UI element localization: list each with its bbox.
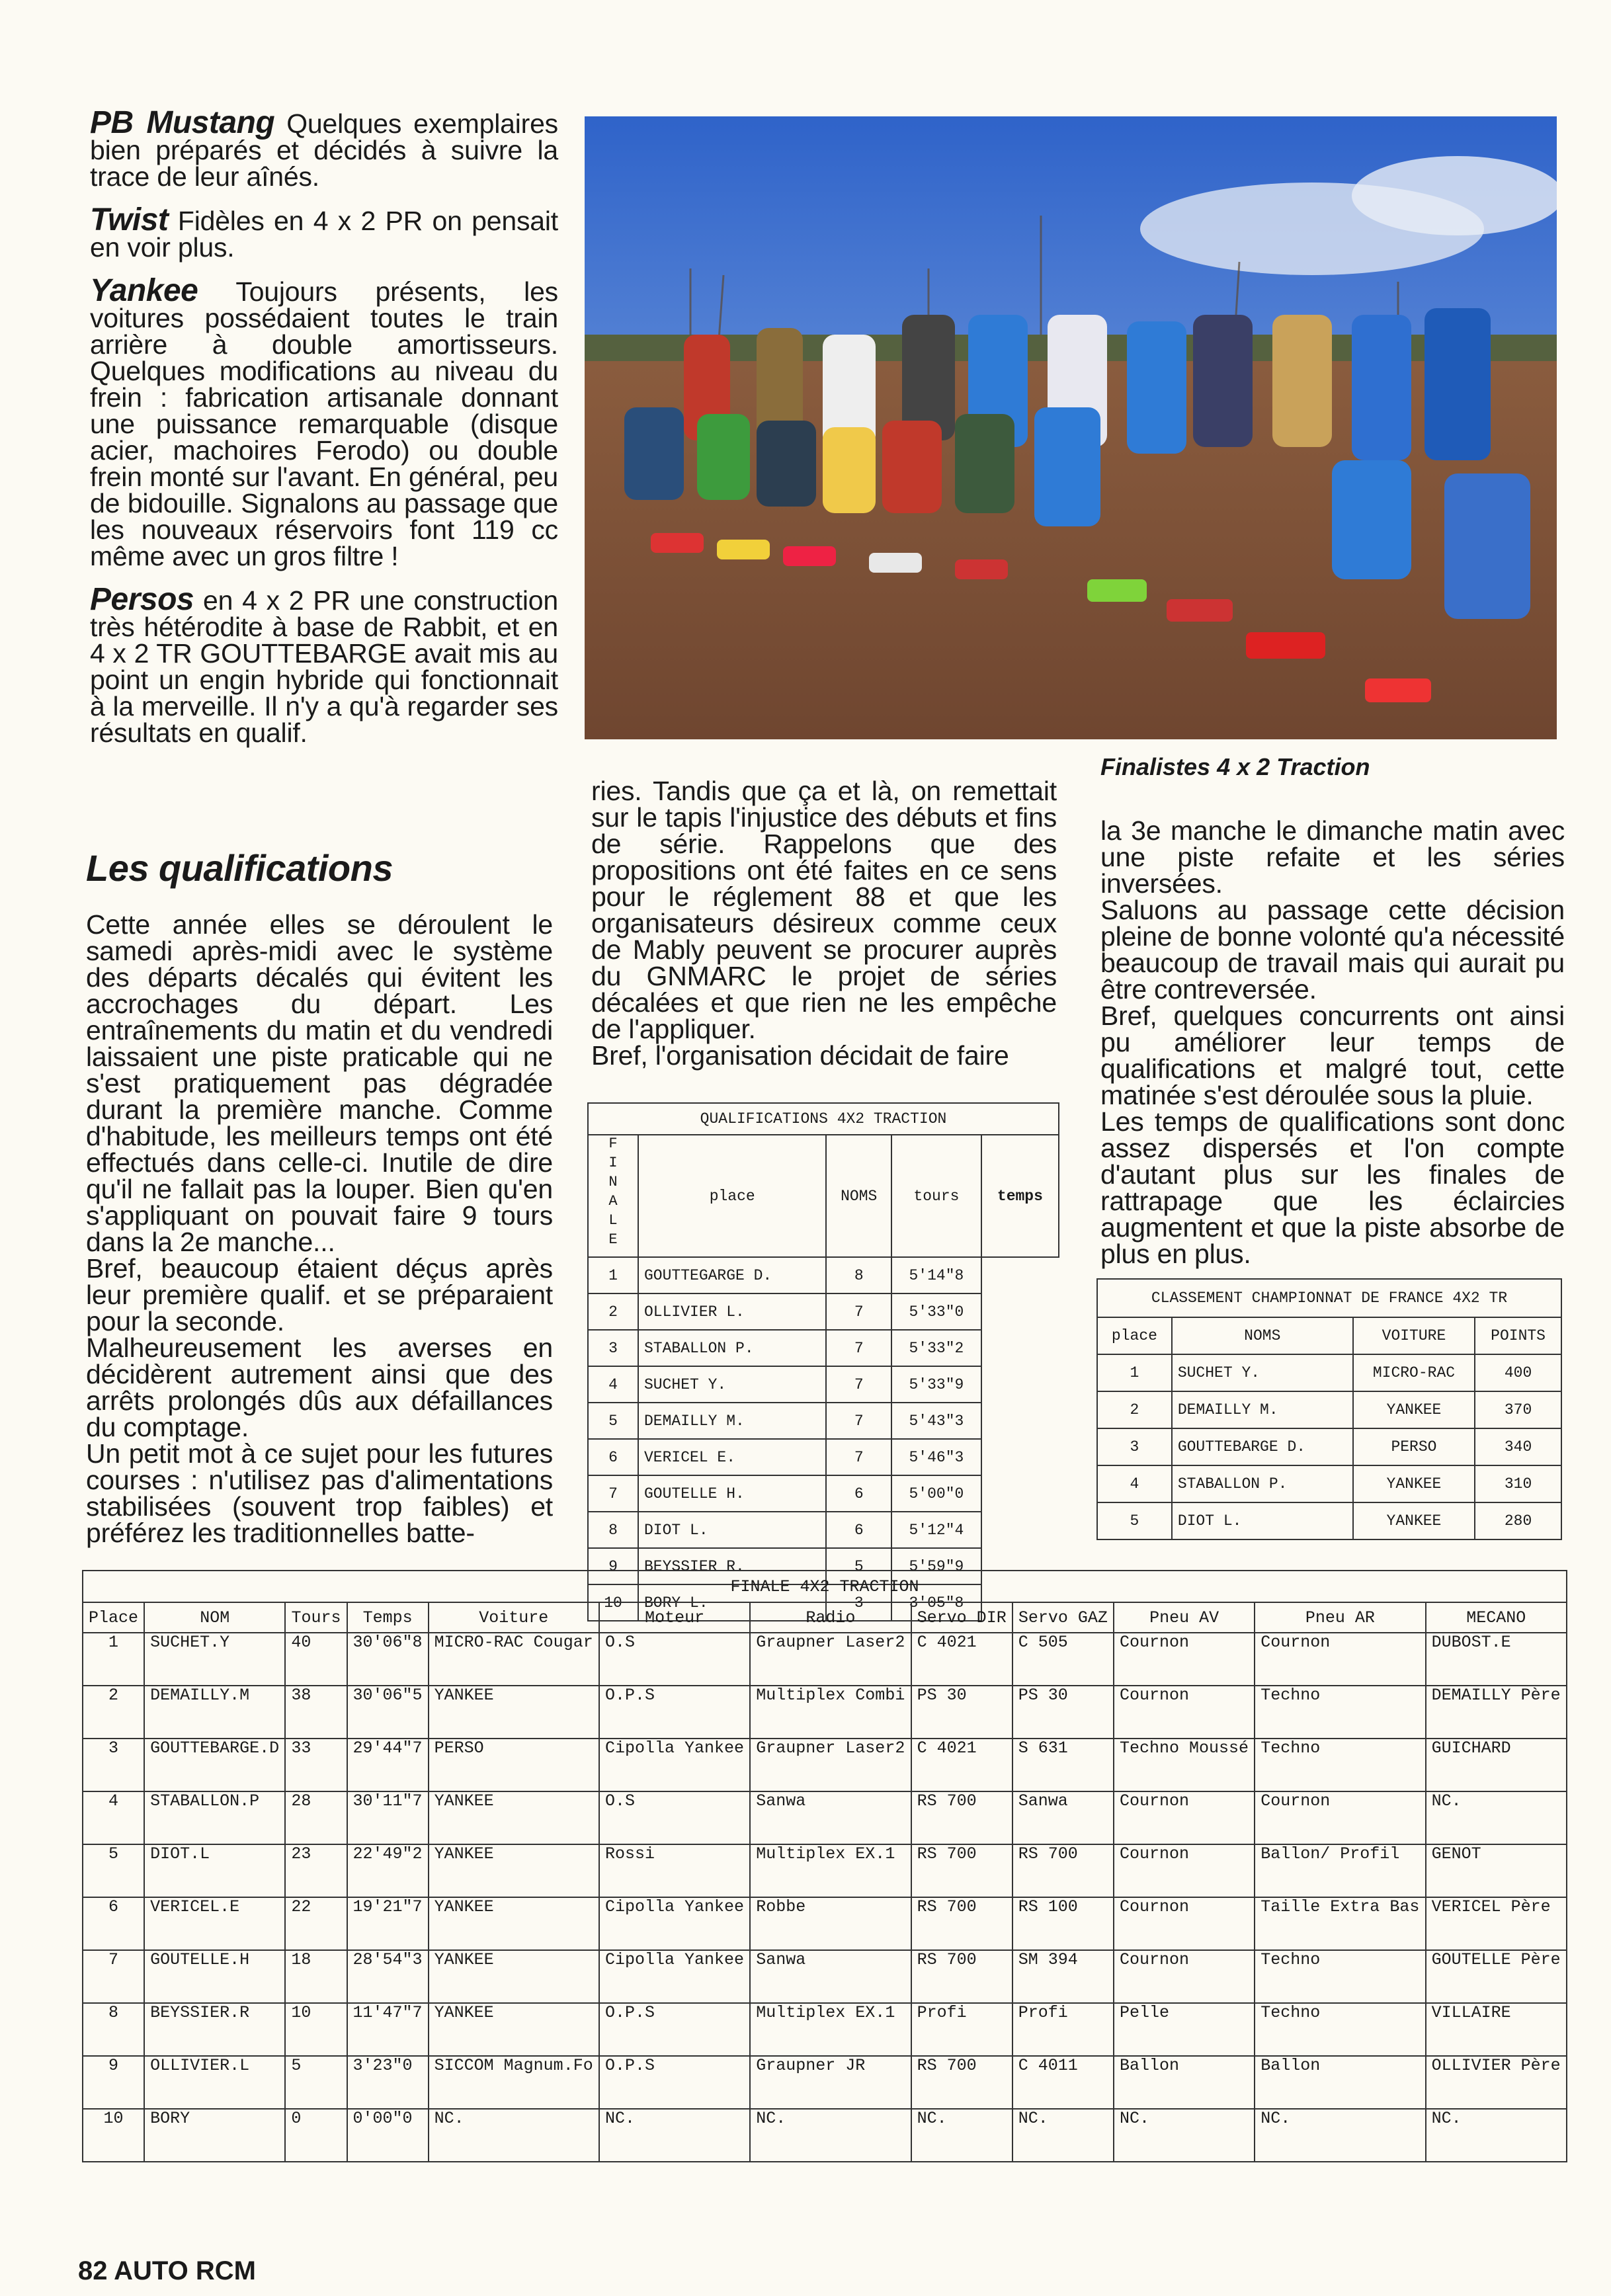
champ-cell-place: 4: [1097, 1465, 1172, 1502]
qualifications-body: [588, 1257, 1059, 1621]
finale-cell-pneu-ar: Cournon: [1255, 1791, 1425, 1844]
qual-cell-temps: 5'33"2: [891, 1330, 981, 1366]
finale-cell-nom: DEMAILLY.M: [144, 1686, 285, 1739]
finale-cell-place: 1: [83, 1633, 144, 1686]
champ-cell-place: 5: [1097, 1502, 1172, 1539]
qual-cell-tours: 6: [826, 1475, 891, 1512]
finale-cell-pneu-av: Techno Moussé: [1114, 1739, 1255, 1791]
finale-cell-mecano: GOUTELLE Père: [1426, 1950, 1567, 2003]
qual-cell-name: GOUTTEGARGE D.: [638, 1257, 826, 1293]
qual-cell-temps: 5'12"4: [891, 1512, 981, 1548]
finale-cell-pneu-ar: Techno: [1255, 1950, 1425, 2003]
finale-cell-pneu-ar: Techno: [1255, 2003, 1425, 2056]
qual-header-tours: tours: [891, 1135, 981, 1257]
qual-cell-place: 5: [588, 1403, 638, 1439]
finale-cell-mecano: NC.: [1426, 1791, 1567, 1844]
column-1-qualifs: [86, 911, 553, 1546]
qual-cell-tours: 6: [826, 1512, 891, 1548]
finale-cell-moteur: O.P.S: [599, 1686, 750, 1739]
finale-header-radio: Radio: [750, 1602, 911, 1633]
finale-cell-place: 10: [83, 2109, 144, 2162]
finale-cell-mecano: GUICHARD: [1426, 1739, 1567, 1791]
finale-cell-moteur: NC.: [599, 2109, 750, 2162]
finale-cell-moteur: Cipolla Yankee: [599, 1950, 750, 2003]
qual-cell-name: OLLIVIER L.: [638, 1293, 826, 1330]
qual-cell-place: 6: [588, 1439, 638, 1475]
qual-cell-tours: 7: [826, 1293, 891, 1330]
col3-paragraph-4: Les temps de qualifications sont donc assez dispersés et l'on compte d'autant plus sur les finales de rattrapage que les éclaircies augmentent et que la piste absorbe de plus en plus.: [1100, 1106, 1565, 1269]
qual-cell-place: 2: [588, 1293, 638, 1330]
champ-cell-points: 340: [1475, 1428, 1561, 1465]
finale-cell-mecano: VERICEL Père: [1426, 1897, 1567, 1950]
finale-cell-radio: Sanwa: [750, 1791, 911, 1844]
finale-row: [83, 1897, 1567, 1950]
finale-cell-pneu-ar: Cournon: [1255, 1633, 1425, 1686]
column-1: [90, 105, 558, 748]
finale-cell-temps: 30'06"8: [347, 1633, 429, 1686]
lead-persos: Persos: [90, 582, 194, 617]
finale-cell-pneu-av: Ballon: [1114, 2056, 1255, 2109]
finale-cell-tours: 38: [285, 1686, 347, 1739]
finale-header-moteur: Moteur: [599, 1602, 750, 1633]
qual-header-place: place: [638, 1135, 826, 1257]
finale-side-text: FINALE: [604, 1135, 622, 1250]
champ-cell-voiture: MICRO-RAC: [1353, 1354, 1475, 1391]
finale-cell-mecano: VILLAIRE: [1426, 2003, 1567, 2056]
lead-yankee: Yankee: [90, 273, 198, 308]
finale-cell-radio: Multiplex Combi: [750, 1686, 911, 1739]
qual-cell-temps: 3'05"8: [891, 1584, 981, 1621]
finale-cell-radio: Graupner Laser2: [750, 1633, 911, 1686]
champ-cell-points: 370: [1475, 1391, 1561, 1428]
champ-cell-name: SUCHET Y.: [1172, 1354, 1353, 1391]
qualifications-row: [588, 1293, 1059, 1330]
paragraph-pb-mustang: [90, 105, 558, 192]
finale-header-nom: NOM: [144, 1602, 285, 1633]
finale-cell-voiture: YANKEE: [429, 2003, 599, 2056]
qual-cell-place: 1: [588, 1257, 638, 1293]
finale-cell-servo-gaz: Sanwa: [1012, 1791, 1114, 1844]
paragraph-twist: [90, 202, 558, 263]
champ-cell-name: DIOT L.: [1172, 1502, 1353, 1539]
finale-cell-pneu-av: Cournon: [1114, 1686, 1255, 1739]
finale-header-tours: Tours: [285, 1602, 347, 1633]
finale-row: [83, 1950, 1567, 2003]
qual-cell-tours: 7: [826, 1439, 891, 1475]
finale-cell-nom: STABALLON.P: [144, 1791, 285, 1844]
text-persos: en 4 x 2 PR une construction très hétérodite à base de Rabbit, et en 4 x 2 TR GOUTTEBARGE avait mis au point un engin hybride qui fonctionnait à la merveille. Il n'y a qu'à regarder ses résultats en qualif.: [90, 585, 558, 748]
finale-cell-pneu-ar: Techno: [1255, 1686, 1425, 1739]
finale-cell-moteur: Rossi: [599, 1844, 750, 1897]
qual-cell-tours: 7: [826, 1330, 891, 1366]
finale-cell-radio: Multiplex EX.1: [750, 2003, 911, 2056]
qual-cell-temps: 5'14"8: [891, 1257, 981, 1293]
champ-cell-voiture: YANKEE: [1353, 1391, 1475, 1428]
finale-cell-pneu-av: Cournon: [1114, 1897, 1255, 1950]
finale-cell-pneu-ar: Techno: [1255, 1739, 1425, 1791]
finale-cell-temps: 19'21"7: [347, 1897, 429, 1950]
qual-cell-place: 10: [588, 1584, 638, 1621]
finale-cell-mecano: NC.: [1426, 2109, 1567, 2162]
finale-cell-nom: VERICEL.E: [144, 1897, 285, 1950]
finale-cell-place: 4: [83, 1791, 144, 1844]
qualifications-table: [587, 1102, 1059, 1621]
qual-cell-name: STABALLON P.: [638, 1330, 826, 1366]
champ-header-points: POINTS: [1475, 1317, 1561, 1354]
finale-row: [83, 1844, 1567, 1897]
finale-cell-place: 5: [83, 1844, 144, 1897]
qualifications-row: [588, 1330, 1059, 1366]
page-number: 82: [78, 2256, 108, 2285]
champ-cell-place: 3: [1097, 1428, 1172, 1465]
finale-cell-mecano: DUBOST.E: [1426, 1633, 1567, 1686]
finale-cell-temps: 28'54"3: [347, 1950, 429, 2003]
championship-table: [1096, 1278, 1562, 1540]
qualifications-title: QUALIFICATIONS 4X2 TRACTION: [588, 1103, 1059, 1135]
finale-row: [83, 2003, 1567, 2056]
champ-cell-voiture: YANKEE: [1353, 1465, 1475, 1502]
finale-cell-servo-dir: RS 700: [911, 1844, 1012, 1897]
finale-cell-servo-dir: RS 700: [911, 1950, 1012, 2003]
qualifications-row: [588, 1257, 1059, 1293]
qual-cell-name: BEYSSIER R.: [638, 1548, 826, 1584]
champ-cell-points: 400: [1475, 1354, 1561, 1391]
finale-cell-nom: GOUTELLE.H: [144, 1950, 285, 2003]
col3-paragraph-1: la 3e manche le dimanche matin avec une piste refaite et les séries inversées.: [1100, 815, 1565, 899]
finale-cell-servo-dir: RS 700: [911, 1791, 1012, 1844]
finale-cell-pneu-av: NC.: [1114, 2109, 1255, 2162]
finale-cell-voiture: YANKEE: [429, 1897, 599, 1950]
col2-paragraph-2: Bref, l'organisation décidait de faire: [591, 1040, 1009, 1071]
qual-cell-name: VERICEL E.: [638, 1439, 826, 1475]
champ-header-voiture: VOITURE: [1353, 1317, 1475, 1354]
qual-cell-temps: 5'33"9: [891, 1366, 981, 1403]
qual-cell-place: 7: [588, 1475, 638, 1512]
finale-cell-pneu-ar: Ballon: [1255, 2056, 1425, 2109]
qualifications-row: [588, 1439, 1059, 1475]
column-3: [1100, 817, 1565, 1267]
championship-row: [1097, 1465, 1561, 1502]
champ-cell-name: STABALLON P.: [1172, 1465, 1353, 1502]
finale-header-voiture: Voiture: [429, 1602, 599, 1633]
finale-body: [83, 1633, 1567, 2162]
qual-cell-tours: 3: [826, 1584, 891, 1621]
champ-cell-voiture: YANKEE: [1353, 1502, 1475, 1539]
finale-header-mecano: MECANO: [1426, 1602, 1567, 1633]
finale-cell-pneu-ar: NC.: [1255, 2109, 1425, 2162]
finale-cell-tours: 33: [285, 1739, 347, 1791]
finale-header-pneu-ar: Pneu AR: [1255, 1602, 1425, 1633]
qual-cell-name: DEMAILLY M.: [638, 1403, 826, 1439]
finale-title: FINALE 4X2 TRACTION: [83, 1571, 1567, 1602]
team-photo-drawing: [585, 116, 1557, 739]
champ-header-noms: NOMS: [1172, 1317, 1353, 1354]
finale-cell-pneu-ar: Taille Extra Bas: [1255, 1897, 1425, 1950]
finale-cell-tours: 5: [285, 2056, 347, 2109]
finale-cell-nom: SUCHET.Y: [144, 1633, 285, 1686]
qual-cell-name: DIOT L.: [638, 1512, 826, 1548]
qualifications-row: [588, 1512, 1059, 1548]
paragraph-persos: [90, 582, 558, 748]
finale-row: [83, 1739, 1567, 1791]
finale-cell-nom: BEYSSIER.R: [144, 2003, 285, 2056]
page-footer: [78, 2256, 256, 2286]
qual-cell-name: GOUTELLE H.: [638, 1475, 826, 1512]
finale-side-label: [588, 1135, 638, 1257]
champ-cell-name: GOUTTEBARGE D.: [1172, 1428, 1353, 1465]
finale-cell-place: 7: [83, 1950, 144, 2003]
finale-cell-servo-gaz: RS 100: [1012, 1897, 1114, 1950]
finale-cell-temps: 3'23"0: [347, 2056, 429, 2109]
qualif-paragraph-1: Cette année elles se déroulent le samedi après-midi avec le système des départs décalés qui évitent les accrochages du départ. Les entraînements du matin et du vendredi laissaient une piste praticable qui ne s'est pratiquement pas dégradée durant la première manche. Comme d'habitude, les meilleurs temps ont été effectués dans celle-ci. Inutile de dire qu'il ne fallait pas la louper. Bien qu'en s'appliquant on pouvait faire 9 tours dans la 2e manche...: [86, 909, 553, 1257]
championship-row: [1097, 1391, 1561, 1428]
qual-cell-place: 8: [588, 1512, 638, 1548]
team-photo: [585, 116, 1557, 739]
finale-cell-servo-gaz: C 4011: [1012, 2056, 1114, 2109]
finale-cell-moteur: O.S: [599, 1633, 750, 1686]
col3-paragraph-3: Bref, quelques concurrents ont ainsi pu améliorer leur temps de qualifications et malgré tout, cette matinée s'est déroulée sous la pluie.: [1100, 1001, 1565, 1110]
qual-cell-tours: 7: [826, 1366, 891, 1403]
qual-cell-tours: 7: [826, 1403, 891, 1439]
champ-cell-voiture: PERSO: [1353, 1428, 1475, 1465]
finale-cell-tours: 10: [285, 2003, 347, 2056]
qual-header-noms: NOMS: [826, 1135, 891, 1257]
lead-twist: Twist: [90, 202, 169, 237]
finale-cell-servo-gaz: SM 394: [1012, 1950, 1114, 2003]
finale-cell-tours: 0: [285, 2109, 347, 2162]
finale-cell-voiture: SICCOM Magnum.Fo: [429, 2056, 599, 2109]
text-pb-mustang: Quelques exemplaires bien préparés et décidés à suivre la trace de leur aînés.: [90, 108, 558, 192]
finale-cell-servo-dir: Profi: [911, 2003, 1012, 2056]
finale-cell-voiture: MICRO-RAC Cougar: [429, 1633, 599, 1686]
qualifications-row: [588, 1366, 1059, 1403]
finale-cell-moteur: O.P.S: [599, 2056, 750, 2109]
finale-cell-tours: 28: [285, 1791, 347, 1844]
finale-cell-servo-gaz: C 505: [1012, 1633, 1114, 1686]
qual-cell-place: 9: [588, 1548, 638, 1584]
finale-cell-temps: 29'44"7: [347, 1739, 429, 1791]
finale-cell-voiture: YANKEE: [429, 1844, 599, 1897]
finale-cell-radio: Graupner Laser2: [750, 1739, 911, 1791]
finale-cell-pneu-av: Cournon: [1114, 1791, 1255, 1844]
finale-cell-servo-dir: C 4021: [911, 1633, 1012, 1686]
finale-row: [83, 2056, 1567, 2109]
championship-row: [1097, 1502, 1561, 1539]
finale-cell-moteur: O.P.S: [599, 2003, 750, 2056]
finale-row: [83, 1633, 1567, 1686]
finale-cell-nom: OLLIVIER.L: [144, 2056, 285, 2109]
text-yankee: Toujours présents, les voitures possédaient toutes le train arrière à double amortisseurs. Quelques modifications au niveau du frein : fabrication artisanale donnant une puissance remarquable (disque acier, machoires Ferodo) ou double frein monté sur l'avant. En général, peu de bidouille. Signalons au passage que les nouveaux réservoirs font 119 cc même avec un gros filtre !: [90, 276, 558, 571]
paragraph-yankee: [90, 273, 558, 571]
finale-cell-temps: 11'47"7: [347, 2003, 429, 2056]
lead-pb-mustang: PB Mustang: [90, 105, 275, 140]
finale-cell-pneu-ar: Ballon/ Profil: [1255, 1844, 1425, 1897]
finale-cell-tours: 40: [285, 1633, 347, 1686]
finale-cell-place: 9: [83, 2056, 144, 2109]
qualif-paragraph-3: Malheureusement les averses en décidèrent autrement ainsi que des arrêts prolongés dûs aux défaillances du comptage.: [86, 1332, 553, 1442]
qual-cell-place: 4: [588, 1366, 638, 1403]
finale-header-row: [83, 1602, 1567, 1633]
finale-cell-servo-dir: RS 700: [911, 2056, 1012, 2109]
qualifications-row: [588, 1475, 1059, 1512]
qualifications-row: [588, 1403, 1059, 1439]
finale-cell-moteur: O.S: [599, 1791, 750, 1844]
finale-row: [83, 1791, 1567, 1844]
finale-cell-servo-dir: NC.: [911, 2109, 1012, 2162]
finale-cell-nom: GOUTTEBARGE.D: [144, 1739, 285, 1791]
finale-cell-voiture: YANKEE: [429, 1950, 599, 2003]
finale-cell-temps: 22'49"2: [347, 1844, 429, 1897]
finale-cell-temps: 0'00"0: [347, 2109, 429, 2162]
finale-header-servo-dir: Servo DIR: [911, 1602, 1012, 1633]
finale-cell-nom: BORY: [144, 2109, 285, 2162]
column-2: [591, 778, 1057, 1069]
finale-cell-place: 3: [83, 1739, 144, 1791]
championship-row: [1097, 1428, 1561, 1465]
championship-title: CLASSEMENT CHAMPIONNAT DE FRANCE 4X2 TR: [1097, 1279, 1561, 1317]
photo-caption: Finalistes 4 x 2 Traction: [1100, 753, 1370, 780]
finale-cell-mecano: DEMAILLY Père: [1426, 1686, 1567, 1739]
qual-cell-temps: 5'33"0: [891, 1293, 981, 1330]
finale-cell-place: 2: [83, 1686, 144, 1739]
finale-cell-tours: 23: [285, 1844, 347, 1897]
qualif-paragraph-2: Bref, beaucoup étaient déçus après leur première qualif. et se préparaient pour la seconde.: [86, 1253, 553, 1336]
qual-cell-name: BORY L.: [638, 1584, 826, 1621]
finale-cell-place: 6: [83, 1897, 144, 1950]
qual-cell-tours: 8: [826, 1257, 891, 1293]
qual-cell-temps: 5'59"9: [891, 1548, 981, 1584]
championship-body: [1097, 1354, 1561, 1539]
finale-cell-temps: 30'11"7: [347, 1791, 429, 1844]
finale-header-place: Place: [83, 1602, 144, 1633]
finale-row: [83, 2109, 1567, 2162]
finale-cell-radio: Sanwa: [750, 1950, 911, 2003]
finale-cell-servo-dir: PS 30: [911, 1686, 1012, 1739]
champ-header-place: place: [1097, 1317, 1172, 1354]
finale-cell-servo-dir: RS 700: [911, 1897, 1012, 1950]
finale-cell-moteur: Cipolla Yankee: [599, 1897, 750, 1950]
finale-table: [82, 1570, 1567, 2162]
finale-cell-moteur: Cipolla Yankee: [599, 1739, 750, 1791]
finale-cell-pneu-av: Pelle: [1114, 2003, 1255, 2056]
finale-cell-servo-gaz: S 631: [1012, 1739, 1114, 1791]
finale-cell-servo-gaz: PS 30: [1012, 1686, 1114, 1739]
finale-cell-servo-gaz: RS 700: [1012, 1844, 1114, 1897]
finale-cell-mecano: OLLIVIER Père: [1426, 2056, 1567, 2109]
finale-row: [83, 1686, 1567, 1739]
qual-cell-tours: 5: [826, 1548, 891, 1584]
finale-cell-pneu-av: Cournon: [1114, 1950, 1255, 2003]
champ-cell-points: 280: [1475, 1502, 1561, 1539]
magazine-name: AUTO RCM: [114, 2256, 256, 2285]
finale-cell-temps: 30'06"5: [347, 1686, 429, 1739]
finale-cell-pneu-av: Cournon: [1114, 1844, 1255, 1897]
qual-header-temps: temps: [981, 1135, 1059, 1257]
finale-cell-servo-dir: C 4021: [911, 1739, 1012, 1791]
finale-header-servo-gaz: Servo GAZ: [1012, 1602, 1114, 1633]
finale-cell-tours: 22: [285, 1897, 347, 1950]
finale-header-pneu-av: Pneu AV: [1114, 1602, 1255, 1633]
champ-cell-name: DEMAILLY M.: [1172, 1391, 1353, 1428]
finale-cell-radio: Graupner JR: [750, 2056, 911, 2109]
finale-cell-radio: Robbe: [750, 1897, 911, 1950]
champ-cell-place: 1: [1097, 1354, 1172, 1391]
finale-cell-nom: DIOT.L: [144, 1844, 285, 1897]
finale-cell-voiture: NC.: [429, 2109, 599, 2162]
champ-cell-place: 2: [1097, 1391, 1172, 1428]
finale-cell-place: 8: [83, 2003, 144, 2056]
qual-cell-temps: 5'00"0: [891, 1475, 981, 1512]
qualif-paragraph-4: Un petit mot à ce sujet pour les futures courses : n'utilisez pas d'alimentations stabilisées (souvent trop faibles) et préférez les traditionnelles batte-: [86, 1438, 553, 1548]
finale-cell-radio: Multiplex EX.1: [750, 1844, 911, 1897]
finale-header-temps: Temps: [347, 1602, 429, 1633]
qual-cell-temps: 5'46"3: [891, 1439, 981, 1475]
section-title: Les qualifications: [86, 847, 393, 889]
qual-cell-temps: 5'43"3: [891, 1403, 981, 1439]
championship-row: [1097, 1354, 1561, 1391]
finale-cell-servo-gaz: NC.: [1012, 2109, 1114, 2162]
finale-cell-voiture: YANKEE: [429, 1791, 599, 1844]
finale-cell-radio: NC.: [750, 2109, 911, 2162]
qual-cell-place: 3: [588, 1330, 638, 1366]
col3-paragraph-2: Saluons au passage cette décision pleine de bonne volonté qu'a nécessité beaucoup de travail mais qui aurait pu être contreversée.: [1100, 895, 1565, 1004]
finale-cell-tours: 18: [285, 1950, 347, 2003]
finale-cell-servo-gaz: Profi: [1012, 2003, 1114, 2056]
col2-paragraph-1: ries. Tandis que ça et là, on remettait sur le tapis l'injustice des débuts et fins de série. Rappelons que des propositions ont été faites en ce sens pour le réglement 88 et que les organisateurs désireux comme ceux de Mably peuvent se procurer auprès du GNMARC le projet de séries décalées et que rien ne les empêche de l'appliquer.: [591, 776, 1057, 1044]
qual-cell-name: SUCHET Y.: [638, 1366, 826, 1403]
finale-cell-voiture: PERSO: [429, 1739, 599, 1791]
champ-cell-points: 310: [1475, 1465, 1561, 1502]
finale-cell-mecano: GENOT: [1426, 1844, 1567, 1897]
finale-cell-voiture: YANKEE: [429, 1686, 599, 1739]
text-twist: Fidèles en 4 x 2 PR on pensait en voir plus.: [90, 206, 558, 263]
finale-cell-pneu-av: Cournon: [1114, 1633, 1255, 1686]
